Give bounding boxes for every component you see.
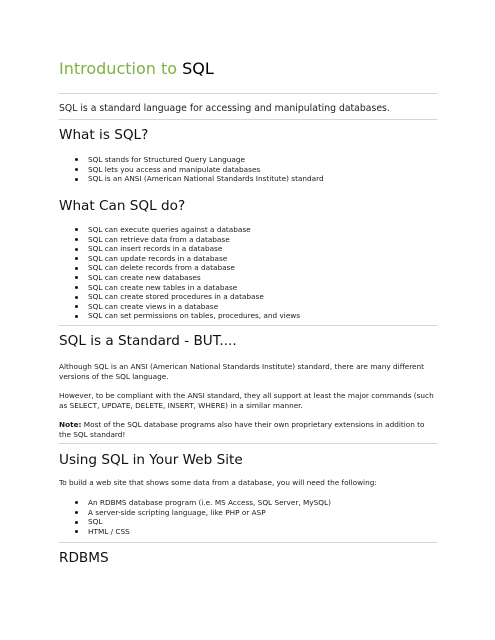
list-item: SQL can create new databases <box>59 273 300 283</box>
page-title <box>59 59 214 79</box>
list-item: SQL can execute queries against a database <box>59 225 300 235</box>
list-item: HTML / CSS <box>59 527 331 537</box>
heading-sql-standard: SQL is a Standard - BUT.... <box>59 333 237 349</box>
bullet-icon <box>75 276 78 279</box>
list-item: SQL <box>59 517 331 527</box>
bullet-icon <box>75 296 78 299</box>
bullet-icon <box>75 178 78 181</box>
list-item: SQL stands for Structured Query Language <box>59 155 324 165</box>
bullet-icon <box>75 228 78 231</box>
heading-rdbms: RDBMS <box>59 550 109 566</box>
web-site-intro: To build a web site that shows some data from a database, you will need the following: <box>59 478 377 487</box>
bullet-icon <box>75 511 78 514</box>
list-item: SQL can create stored procedures in a database <box>59 292 300 302</box>
bullet-icon <box>75 501 78 504</box>
list-item: SQL is an ANSI (American National Standards Institute) standard <box>59 174 324 184</box>
bullet-icon <box>75 305 78 308</box>
list-item: SQL can create views in a database <box>59 302 300 312</box>
bullet-icon <box>75 168 78 171</box>
standard-note <box>59 420 437 440</box>
list-item: SQL lets you access and manipulate databases <box>59 165 324 175</box>
standard-paragraph-2: However, to be compliant with the ANSI standard, they all support at least the major commands (such as SELECT, UPDATE, DELETE, INSERT, WHERE) in a similar manner. <box>59 391 434 410</box>
heading-what-can-sql-do: What Can SQL do? <box>59 198 186 214</box>
bullet-icon <box>75 286 78 289</box>
bullet-icon <box>75 238 78 241</box>
list-item: SQL can update records in a database <box>59 254 300 264</box>
note-label: Note: <box>59 420 82 429</box>
what-can-sql-do-list <box>59 225 300 321</box>
heading-what-is-sql: What is SQL? <box>59 127 149 143</box>
divider <box>59 542 437 543</box>
bullet-icon <box>75 267 78 270</box>
list-item: SQL can create new tables in a database <box>59 283 300 293</box>
list-item: SQL can insert records in a database <box>59 244 300 254</box>
heading-using-sql-web-site: Using SQL in Your Web Site <box>59 452 243 468</box>
bullet-icon <box>75 257 78 260</box>
bullet-icon <box>75 158 78 161</box>
list-item: SQL can delete records from a database <box>59 263 300 273</box>
list-item: SQL can set permissions on tables, procedures, and views <box>59 311 300 321</box>
lead-paragraph: SQL is a standard language for accessing and manipulating databases. <box>59 103 390 114</box>
bullet-icon <box>75 248 78 251</box>
divider <box>59 325 437 326</box>
divider <box>59 443 437 444</box>
web-site-list <box>59 498 331 536</box>
title-keyword: SQL <box>182 59 214 78</box>
note-text: Most of the SQL database programs also have their own proprietary extensions in addition to the SQL standard! <box>59 420 425 439</box>
divider <box>59 119 437 120</box>
bullet-icon <box>75 530 78 533</box>
standard-paragraph-1: Although SQL is an ANSI (American National Standards Institute) standard, there are many different versions of the SQL language. <box>59 362 425 381</box>
title-prefix: Introduction to <box>59 59 183 78</box>
bullet-icon <box>75 521 78 524</box>
list-item: SQL can retrieve data from a database <box>59 235 300 245</box>
what-is-sql-list <box>59 155 324 184</box>
bullet-icon <box>75 315 78 318</box>
list-item: A server-side scripting language, like PHP or ASP <box>59 508 331 518</box>
list-item: An RDBMS database program (i.e. MS Access, SQL Server, MySQL) <box>59 498 331 508</box>
divider <box>59 93 437 94</box>
